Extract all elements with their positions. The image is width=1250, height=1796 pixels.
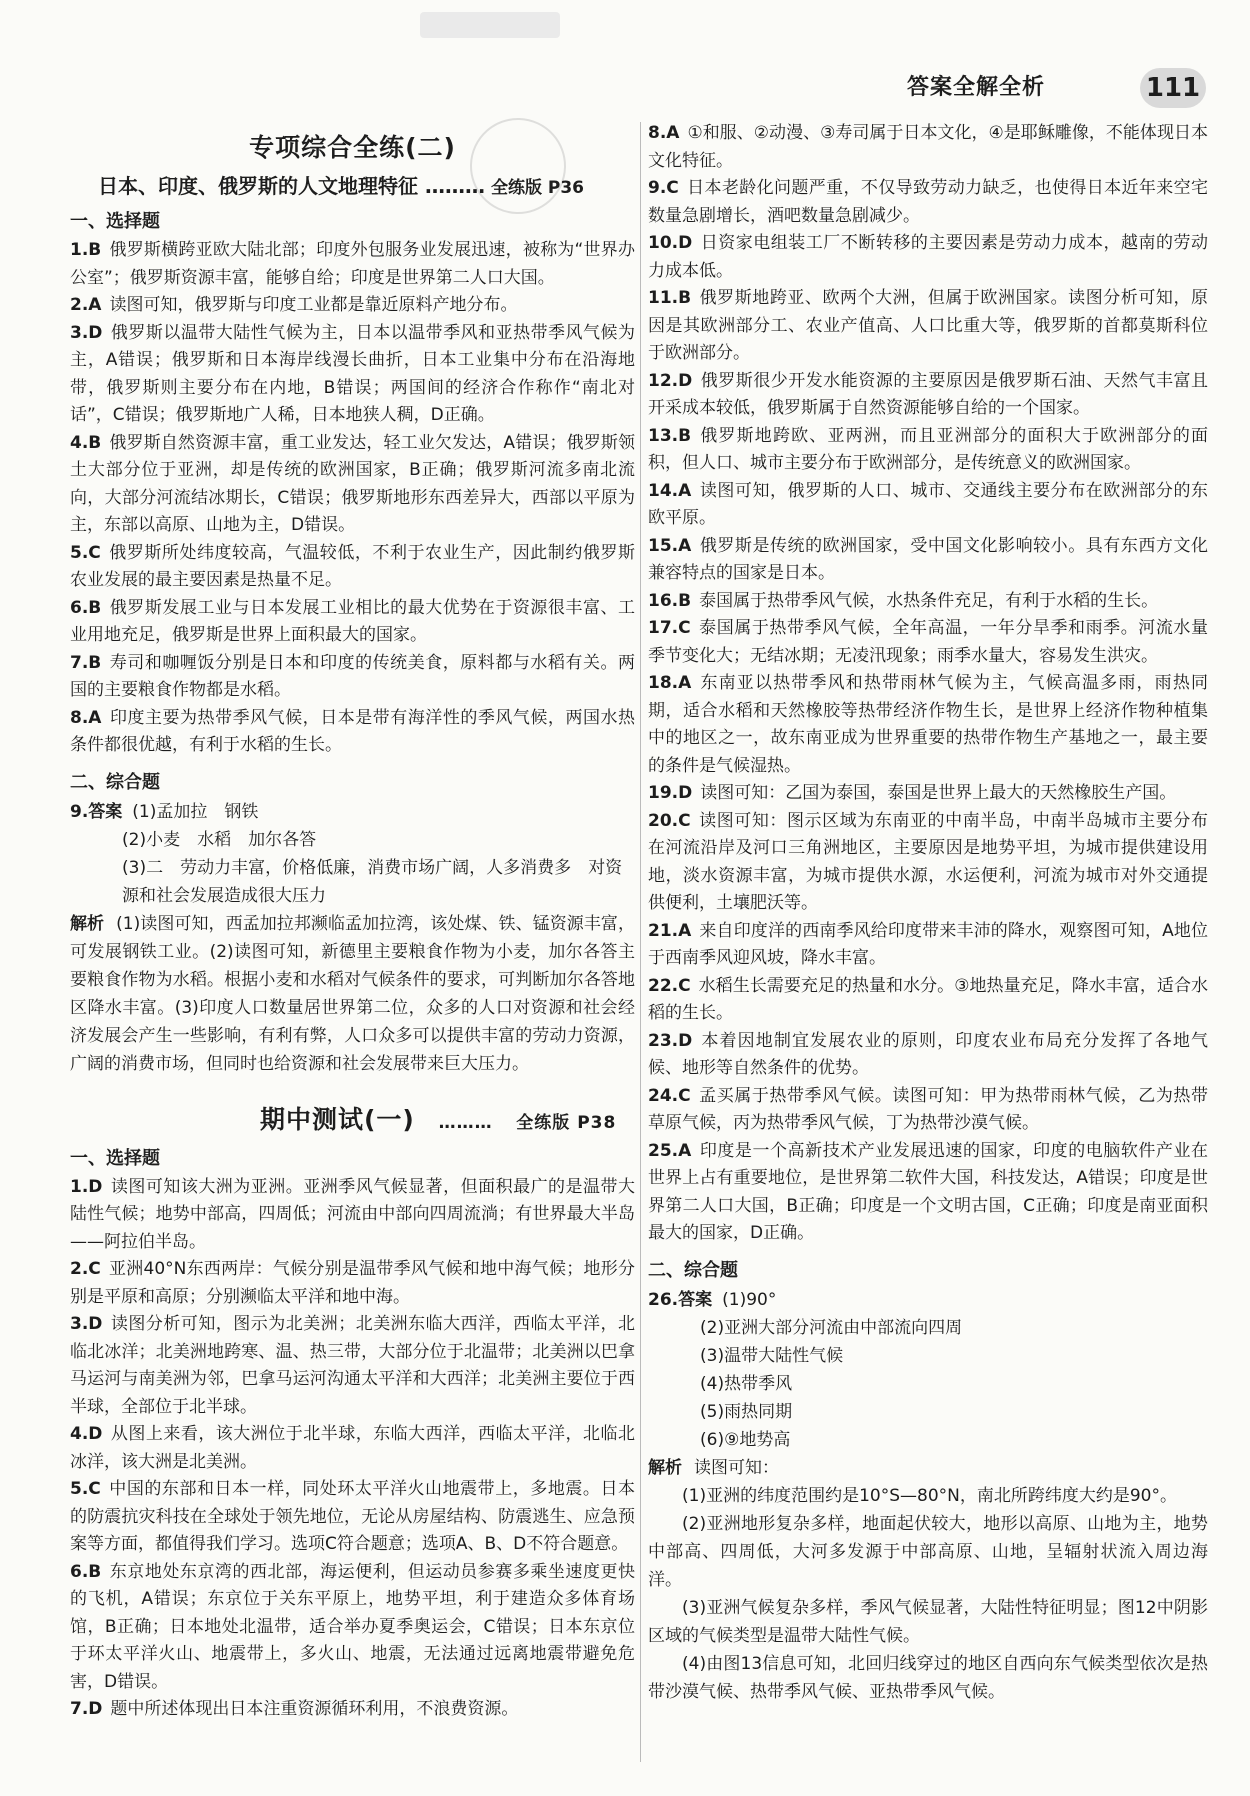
category-heading: 二、综合题 (648, 1259, 738, 1281)
item-label: 4.D (70, 1424, 103, 1444)
item-label: 18.A (648, 673, 692, 693)
analysis-paragraph: (3)亚洲气候复杂多样，季风气候显著，大陆性特征明显；图12中阴影区域的气候类型是温带大陆性气候。 (648, 1597, 1208, 1646)
item-label: 17.C (648, 618, 691, 638)
item-text: 孟买属于热带季风气候。读图可知：甲为热带雨林气候，乙为热带草原气候，丙为热带季风气候，丁为热带沙漠气候。 (648, 1085, 1208, 1133)
analysis-intro: 读图可知： (694, 1457, 779, 1478)
item-text: 泰国属于热带季风气候，全年高温，一年分旱季和雨季。河流水量季节变化大；无结冰期；无凌汛现象；雨季水量大，容易发生洪灾。 (648, 618, 1208, 666)
item-text: 泰国属于热带季风气候，水热条件充足，有利于水稻的生长。 (699, 590, 1159, 611)
item-text: 读图可知，俄罗斯与印度工业都是靠近原料产地分布。 (109, 295, 518, 315)
answer-item (70, 1311, 635, 1421)
item-text: 日资家电组装工厂不断转移的主要因素是劳动力成本，越南的劳动力成本低。 (648, 233, 1208, 281)
item-text: 读图可知：乙国为泰国，泰国是世界上最大的天然橡胶生产国。 (700, 783, 1177, 803)
item-label: 20.C (648, 810, 691, 831)
item-text: 印度主要为热带季风气候，日本是带有海洋性的季风气候，两国水热条件都很优越，有利于水稻的生长。 (70, 707, 635, 755)
analysis-paragraph: (2)亚洲地形复杂多样，地面起伏较大，地形以高原、山地为主，地势中部高、四周低，大河多发源于中部高原、山地，呈辐射状流入周边海洋。 (648, 1513, 1208, 1590)
analysis-label: 解析 (648, 1457, 682, 1478)
answer-line: (3)二 劳动力丰富，价格低廉，消费市场广阔，人多消费多 对资源和社会发展造成很大压力 (122, 857, 623, 906)
category-heading: 一、选择题 (70, 1147, 160, 1169)
answer-item (648, 1138, 1208, 1248)
item-label: 12.D (648, 370, 693, 391)
item-label: 8.A (70, 707, 102, 728)
item-text: 俄罗斯很少开发水能资源的主要原因是俄罗斯石油、天然气丰富且开采成本较低，俄罗斯属于自然资源能够自给的一个国家。 (648, 370, 1208, 418)
item-text: 俄罗斯发展工业与日本发展工业相比的最大优势在于资源很丰富、工业用地充足，俄罗斯是世界上面积最大的国家。 (70, 597, 635, 645)
section-title-text: 期中测试(一) (260, 1104, 415, 1134)
answer-item (70, 320, 635, 430)
answer-item (648, 918, 1208, 973)
item-label: 1.D (70, 1176, 103, 1197)
item-text: 中国的东部和日本一样，同处环太平洋火山地震带上，多地震。日本的防震抗灾科技在全球处于领先地位，无论从房屋结构、防震逃生、应急预案等方面，都值得我们学习。选项C符合题意；选项A、B、D不符合题意。 (70, 1479, 635, 1554)
item-label: 3.D (70, 1314, 103, 1334)
answer-text: (1)90° (722, 1289, 777, 1310)
item-text: 读图可知，俄罗斯的人口、城市、交通线主要分布在欧洲部分的东欧平原。 (648, 480, 1208, 528)
analysis-paragraph: (4)由图13信息可知，北回归线穿过的地区自西向东气候类型依次是热带沙漠气候、热带季风气候、亚热带季风气候。 (648, 1653, 1208, 1702)
category-heading: 二、综合题 (70, 771, 160, 793)
answer-item (70, 1559, 635, 1697)
answer-block (648, 1286, 1208, 1454)
item-label: 10.D (648, 233, 693, 253)
answer-line: (2)小麦 水稻 加尔各答 (122, 829, 317, 850)
analysis-paragraph: (1)亚洲的纬度范围约是10°S—80°N，南北所跨纬度大约是90°。 (682, 1485, 1177, 1506)
section-subtitle (98, 170, 635, 199)
answer-item (648, 230, 1208, 285)
answer-item (648, 1028, 1208, 1083)
item-text: 东京地处东京湾的西北部，海运便利，但运动员参赛多乘坐速度更快的飞机，A错误；东京位于关东平原上，地势平坦，利于建造众多体育场馆，B正确；日本地处北温带，适合举办夏季奥运会，C错误；日本东京位于环太平洋火山、地震带上，多火山、地震，无法通过远离地震带避免危害，D错误。 (70, 1561, 635, 1692)
item-label: 9.C (648, 178, 679, 198)
item-label: 19.D (648, 783, 693, 803)
item-text: 亚洲40°N东西两岸：气候分别是温带季风气候和地中海气候；地形分别是平原和高原；分别濒临太平洋和地中海。 (70, 1259, 635, 1307)
analysis-block (70, 910, 635, 1078)
answer-text: (6)⑨地势高 (700, 1429, 791, 1450)
item-text: 寿司和咖喱饭分别是日本和印度的传统美食，原料都与水稻有关。两国的主要粮食作物都是水稻。 (70, 652, 635, 700)
item-text: 东南亚以热带季风和热带雨林气候为主，气候高温多雨，雨热同期，适合水稻和天然橡胶等热带经济作物生长，是世界上经济作物种植集中的地区之一，故东南亚成为世界重要的热带作物生产基地之一，最主要的条件是气候湿热。 (648, 673, 1208, 776)
answer-item (648, 533, 1208, 588)
item-text: 俄罗斯横跨亚欧大陆北部；印度外包服务业发展迅速，被称为“世界办公室”；俄罗斯资源丰富，能够自给；印度是世界第二人口大国。 (70, 240, 635, 288)
subtitle-text: 日本、印度、俄罗斯的人文地理特征 ……… (98, 174, 485, 198)
header-title: 答案全解全析 (906, 75, 1045, 100)
answer-item (648, 588, 1208, 616)
item-text: 从图上来看，该大洲位于北半球，东临大西洋，西临太平洋，北临北冰洋，该大洲是北美洲。 (70, 1424, 635, 1472)
answer-item (70, 1476, 635, 1559)
analysis-text: (1)读图可知，西孟加拉邦濒临孟加拉湾，该处煤、铁、锰资源丰富，可发展钢铁工业。(2)读图可知，新德里主要粮食作物为小麦，加尔各答主要粮食作物为水稻。根据小麦和水稻对气候条件的要求，可判断加尔各答地区降水丰富。(3)印度人口数量居世界第二位，众多的人口对资源和社会经济发展会产生一些影响，有利有弊，人口众多可以提供丰富的劳动力资源，广阔的消费市场，但同时也给资源和社会发展带来巨大压力。 (70, 913, 635, 1074)
item-text: ①和服、②动漫、③寿司属于日本文化，④是耶稣雕像，不能体现日本文化特征。 (648, 123, 1208, 171)
answer-item (70, 540, 635, 595)
answer-item (70, 1174, 635, 1257)
left-column (70, 120, 635, 1724)
section-title (260, 1100, 635, 1136)
answer-block (70, 798, 635, 826)
answer-item (70, 595, 635, 650)
answer-item (648, 120, 1208, 175)
scan-smudge (420, 12, 560, 38)
item-label: 16.B (648, 590, 692, 611)
item-text: 俄罗斯地跨欧、亚两洲，而且亚洲部分的面积大于欧洲部分的面积，但人口、城市主要分布于欧洲部分，是传统意义的欧洲国家。 (648, 425, 1208, 473)
item-text: 题中所述体现出日本注重资源循环利用，不浪费资源。 (110, 1699, 519, 1719)
item-text: 俄罗斯地跨亚、欧两个大洲，但属于欧洲国家。读图分析可知，原因是其欧洲部分工、农业产值高、人口比重大等，俄罗斯的首都莫斯科位于欧洲部分。 (648, 288, 1208, 363)
analysis-paragraphs (648, 1482, 1208, 1706)
section-title: 专项综合全练(二) (249, 133, 456, 162)
dots: ……… (438, 1112, 493, 1133)
answer-line (648, 1398, 1208, 1426)
answer-item (70, 1421, 635, 1476)
item-text: 俄罗斯是传统的欧洲国家，受中国文化影响较小。具有东西方文化兼容特点的国家是日本。 (648, 535, 1208, 583)
answer-item (70, 650, 635, 705)
category-heading: 一、选择题 (70, 211, 160, 232)
answer-line: (1)孟加拉 钢铁 (132, 801, 259, 822)
answer-list (648, 120, 1208, 1248)
column-divider (640, 122, 641, 1762)
answer-item (648, 423, 1208, 478)
item-text: 读图分析可知，图示为北美洲；北美洲东临大西洋，西临太平洋，北临北冰洋；北美洲地跨寒、温、热三带，大部分位于北温带；北美洲以巴拿马运河与南美洲为邻，巴拿马运河沟通太平洋和大西洋；北美洲主要位于西半球，全部位于北半球。 (70, 1314, 635, 1417)
answer-item (70, 1256, 635, 1311)
answer-list (70, 237, 635, 760)
answer-item (70, 1696, 635, 1724)
item-text: 水稻生长需要充足的热量和水分。③地热量充足，降水丰富，适合水稻的生长。 (648, 975, 1208, 1023)
analysis-block (648, 1454, 1208, 1482)
item-text: 日本老龄化问题严重，不仅导致劳动力缺乏，也使得日本近年来空宅数量急剧增长，酒吧数量急剧减少。 (648, 178, 1208, 226)
answer-item (648, 780, 1208, 808)
answer-item (648, 175, 1208, 230)
answer-item (70, 237, 635, 292)
item-text: 俄罗斯以温带大陆性气候为主，日本以温带季风和亚热带季风气候为主，A错误；俄罗斯和日本海岸线漫长曲折，日本工业集中分布在沿海地带，俄罗斯则主要分布在内地，B错误；两国间的经济合作称作“南北对话”，C错误；俄罗斯地广人稀，日本地狭人稠，D正确。 (70, 322, 635, 425)
answer-label: 26.答案 (648, 1289, 713, 1310)
answer-item (648, 285, 1208, 368)
answer-item (648, 615, 1208, 670)
answer-line (648, 1426, 1208, 1454)
item-text: 读图可知：图示区域为东南亚的中南半岛，中南半岛城市主要分布在河流沿岸及河口三角洲地区，主要原因是地势平坦，为城市提供建设用地，淡水资源丰富，为城市提供水源，水运便利，河流为城市对外交通提供便利，土壤肥沃等。 (648, 810, 1208, 913)
item-label: 11.B (648, 288, 692, 308)
right-column (648, 120, 1208, 1706)
answer-text: (4)热带季风 (700, 1373, 793, 1394)
item-label: 1.B (70, 240, 102, 260)
answer-item (648, 670, 1208, 780)
item-label: 13.B (648, 425, 692, 446)
item-label: 7.D (70, 1699, 103, 1719)
analysis-label: 解析 (70, 913, 105, 934)
item-text: 俄罗斯自然资源丰富，重工业发达，轻工业欠发达，A错误；俄罗斯领土大部分位于亚洲，却是传统的欧洲国家，B正确；俄罗斯河流多南北流向，大部分河流结冰期长，C错误；俄罗斯地形东西差异大，西部以平原为主，东部以高原、山地为主，D错误。 (70, 432, 635, 535)
item-label: 24.C (648, 1085, 691, 1106)
item-text: 印度是一个高新技术产业发展迅速的国家，印度的电脑软件产业在世界上占有重要地位，是世界第二软件大国，科技发达，A错误；印度是世界第二人口大国，B正确；印度是一个文明古国，C正确；印度是南亚面积最大的国家，D正确。 (648, 1140, 1208, 1243)
item-text: 读图可知该大洲为亚洲。亚洲季风气候显著，但面积最广的是温带大陆性气候；地势中部高，四周低；河流由中部向四周流淌；有世界最大半岛——阿拉伯半岛。 (70, 1176, 635, 1252)
page-header (907, 70, 1045, 101)
item-label: 25.A (648, 1140, 692, 1161)
answer-item (648, 808, 1208, 918)
answer-text: (2)亚洲大部分河流由中部流向四周 (700, 1317, 963, 1338)
answer-item (648, 478, 1208, 533)
item-label: 2.A (70, 295, 102, 315)
item-label: 8.A (648, 123, 680, 143)
answer-item (648, 973, 1208, 1028)
page-ref: 全练版 P38 (516, 1112, 617, 1133)
answer-text: (5)雨热同期 (700, 1401, 793, 1422)
answer-item (70, 705, 635, 760)
answer-item (70, 430, 635, 540)
item-label: 5.C (70, 1479, 101, 1499)
item-label: 6.B (70, 1561, 102, 1582)
answer-line (648, 1342, 1208, 1370)
page-ref: 全练版 P36 (490, 178, 585, 198)
item-label: 22.C (648, 975, 691, 996)
item-text: 本着因地制宜发展农业的原则，印度农业布局充分发挥了各地气候、地形等自然条件的优势。 (648, 1030, 1208, 1078)
answer-text: (3)温带大陆性气候 (700, 1345, 844, 1366)
item-label: 23.D (648, 1030, 693, 1051)
page-number: 111 (1140, 68, 1206, 108)
answer-line (648, 1314, 1208, 1342)
answer-item (648, 1083, 1208, 1138)
item-label: 5.C (70, 542, 101, 563)
answer-line (648, 1370, 1208, 1398)
item-label: 7.B (70, 652, 102, 673)
item-label: 6.B (70, 597, 102, 618)
answer-list (70, 1174, 635, 1724)
answer-item (648, 368, 1208, 423)
answer-label: 9.答案 (70, 801, 123, 822)
item-text: 来自印度洋的西南季风给印度带来丰沛的降水，观察图可知，A地位于西南季风迎风坡，降水丰富。 (648, 920, 1208, 968)
item-label: 14.A (648, 480, 692, 501)
item-label: 15.A (648, 535, 692, 556)
item-label: 3.D (70, 322, 103, 343)
item-label: 4.B (70, 432, 102, 453)
item-label: 21.A (648, 920, 692, 941)
item-label: 2.C (70, 1259, 101, 1279)
answer-line (648, 1286, 1208, 1314)
answer-item (70, 292, 635, 320)
item-text: 俄罗斯所处纬度较高，气温较低，不利于农业生产，因此制约俄罗斯农业发展的最主要因素是热量不足。 (70, 542, 635, 590)
